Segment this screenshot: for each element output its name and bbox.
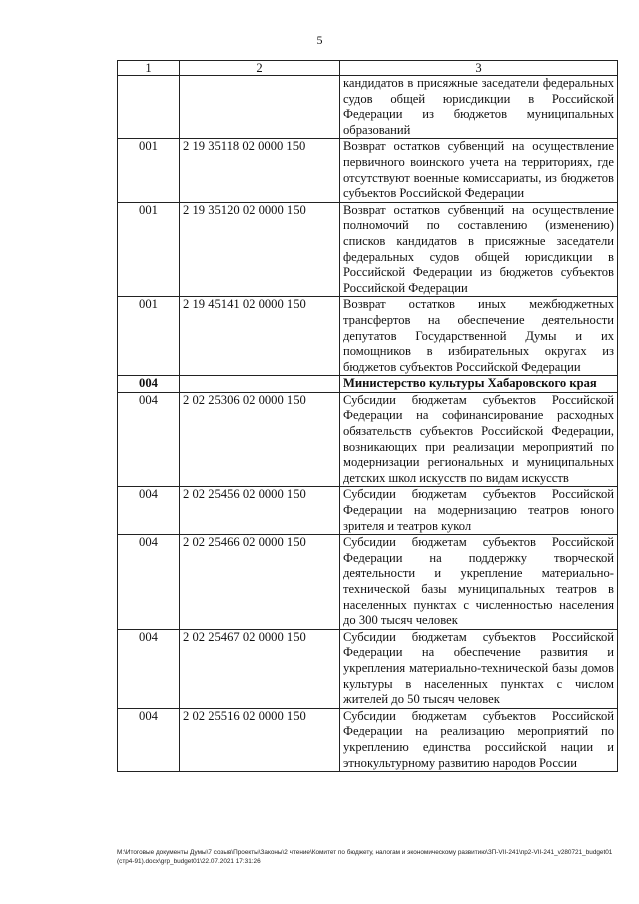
budget-code-cell: 2 02 25306 02 0000 150 [180,392,340,487]
table-row [118,202,618,297]
table-row [118,376,618,393]
admin-code-cell: 001 [118,202,180,297]
table-row [118,76,618,139]
table-row [118,487,618,535]
admin-code-cell: 001 [118,297,180,376]
admin-code-cell: 001 [118,139,180,202]
table-row [118,535,618,630]
description-cell: кандидатов в присяжные заседатели федеральных судов общей юрисдикции в Российской Федерации из бюджетов муниципальных образований [340,76,618,139]
page-number: 5 [316,33,323,47]
file-path-footer: М:\Итоговые документы Думы\7 созыв\Проекты\Законы\2 чтение\Комитет по бюджету, налогам и экономическому развитию\ЗП-VII-241\пр2-VII-241_v280721_budget01(стр4-91).docx\grp_budget01\22.07.2021 17:31:26 [117,849,613,865]
admin-code-cell: 004 [118,708,180,771]
budget-code-cell: 2 19 45141 02 0000 150 [180,297,340,376]
budget-code-cell: 2 02 25516 02 0000 150 [180,708,340,771]
header-col-2: 2 [180,61,340,76]
budget-code-cell: 2 19 35118 02 0000 150 [180,139,340,202]
budget-code-cell: 2 02 25466 02 0000 150 [180,535,340,630]
budget-code-cell [180,76,340,139]
table-header-row [118,61,618,76]
admin-code-cell [118,76,180,139]
description-cell: Субсидии бюджетам субъектов Российской Федерации на модернизацию театров юного зрителя и театров кукол [340,487,618,535]
description-cell: Субсидии бюджетам субъектов Российской Федерации на обеспечение развития и укрепления материально-технической базы домов культуры в населенных пунктах с числом жителей до 50 тысяч человек [340,629,618,708]
budget-code-cell: 2 19 35120 02 0000 150 [180,202,340,297]
budget-code-cell: 2 02 25467 02 0000 150 [180,629,340,708]
table-row [118,708,618,771]
codes-table [117,60,618,772]
description-cell: Субсидии бюджетам субъектов Российской Федерации на софинансирование расходных обязательств субъектов Российской Федерации, возникающих при реализации мероприятий по модернизации региональных и муниципальных детских школ искусств по видам искусств [340,392,618,487]
table-row [118,392,618,487]
description-cell: Возврат остатков иных межбюджетных трансфертов на обеспечение деятельности депутатов Государственной Думы и их помощников в избирательных округах из бюджетов субъектов Российской Федерации [340,297,618,376]
admin-code-cell: 004 [118,629,180,708]
budget-code-cell [180,376,340,393]
description-cell: Возврат остатков субвенций на осуществление первичного воинского учета на территориях, где отсутствуют военные комиссариаты, из бюджетов субъектов Российской Федерации [340,139,618,202]
header-col-3: 3 [340,61,618,76]
description-cell: Субсидии бюджетам субъектов Российской Федерации на реализацию мероприятий по укреплению единства российской нации и этнокультурному развитию народов России [340,708,618,771]
admin-code-cell: 004 [118,392,180,487]
table-row [118,297,618,376]
header-col-1: 1 [118,61,180,76]
table-row [118,139,618,202]
admin-code-cell: 004 [118,535,180,630]
description-cell: Министерство культуры Хабаровского края [340,376,618,393]
admin-code-cell: 004 [118,376,180,393]
admin-code-cell: 004 [118,487,180,535]
budget-code-cell: 2 02 25456 02 0000 150 [180,487,340,535]
description-cell: Возврат остатков субвенций на осуществление полномочий по составлению (изменению) списков кандидатов в присяжные заседатели федеральных судов общей юрисдикции в Российской Федерации из бюджетов субъектов Российской Федерации [340,202,618,297]
table-row [118,629,618,708]
description-cell: Субсидии бюджетам субъектов Российской Федерации на поддержку творческой деятельности и укрепление материально-технической базы муниципальных театров в населенных пунктах с численностью населения до 300 тысяч человек [340,535,618,630]
